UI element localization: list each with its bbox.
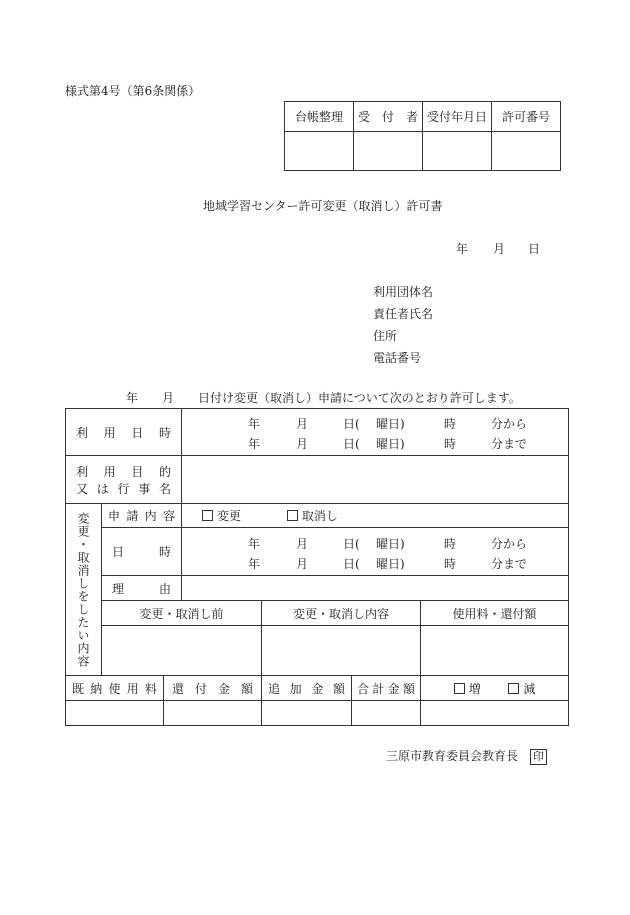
increase-checkbox[interactable]	[454, 683, 465, 694]
paid-fee-label: 既 納 使 用 料	[72, 681, 157, 696]
cancel-checkbox[interactable]	[287, 510, 298, 521]
office-cell-permit-number[interactable]	[492, 132, 561, 171]
permit-detail-table	[65, 408, 569, 726]
purpose-value[interactable]	[182, 456, 569, 504]
col-fee-label: 使用料・還付額	[421, 601, 569, 626]
change-datetime-value[interactable]	[182, 528, 569, 576]
office-header-received-date: 受付年月日	[423, 102, 492, 132]
additional-label-cell	[262, 676, 352, 701]
paid-fee-value[interactable]	[66, 701, 164, 726]
increase-decrease-value[interactable]	[421, 701, 569, 726]
purpose-label-line1: 利 用 目 的	[76, 464, 171, 479]
option-change[interactable]: 変更	[202, 509, 241, 523]
paid-fee-label-cell	[66, 676, 164, 701]
office-header-ledger: 台帳整理	[285, 102, 354, 132]
refund-label: 還 付 金 額	[172, 681, 254, 696]
additional-label: 追 加 金 額	[268, 681, 345, 696]
office-header-receiver: 受 付 者	[354, 102, 423, 132]
date-day: 日	[528, 242, 541, 256]
office-cell-received-date[interactable]	[423, 132, 492, 171]
request-content-label: 申 請 内 容	[108, 509, 175, 523]
intro-year: 年	[126, 391, 139, 405]
use-datetime-until-line: 年 月 日( 曜日) 時 分まで	[248, 437, 528, 451]
option-decrease[interactable]: 減	[508, 682, 535, 696]
applicant-org-label: 利用団体名	[373, 285, 434, 299]
col-before-label: 変更・取消し前	[102, 601, 262, 626]
intro-month: 月	[162, 391, 175, 405]
change-datetime-until-line: 年 月 日( 曜日) 時 分まで	[248, 556, 528, 571]
change-checkbox[interactable]	[202, 510, 213, 521]
applicant-person-label: 責任者氏名	[373, 307, 434, 321]
applicant-phone-label: 電話番号	[373, 351, 422, 365]
form-number: 様式第4号（第6条関係）	[65, 84, 201, 98]
office-use-table	[284, 101, 561, 171]
purpose-label-cell	[66, 456, 182, 504]
purpose-label-line2: 又 は 行 事 名	[76, 481, 172, 496]
use-datetime-label: 利 用 日 時	[76, 425, 171, 440]
change-section-label: 変更・取消しをしたい内容	[66, 504, 102, 676]
option-cancel[interactable]: 取消し	[287, 509, 338, 523]
office-cell-receiver[interactable]	[354, 132, 423, 171]
date-month: 月	[493, 242, 506, 256]
datetime-label-cell	[102, 528, 182, 576]
total-label: 合 計 金 額	[357, 681, 416, 696]
use-datetime-from-line: 年 月 日( 曜日) 時 分から	[248, 417, 528, 431]
content-value[interactable]	[262, 626, 421, 676]
before-value[interactable]	[102, 626, 262, 676]
total-value[interactable]	[352, 701, 421, 726]
change-datetime-from-line: 年 月 日( 曜日) 時 分から	[248, 536, 528, 551]
reason-label: 理 由	[112, 581, 172, 596]
reason-label-cell	[102, 576, 182, 601]
issuer-line	[386, 747, 547, 765]
reason-value[interactable]	[182, 576, 569, 601]
datetime-label: 日 時	[112, 545, 172, 559]
applicant-address-label: 住所	[373, 329, 398, 343]
request-content-value	[182, 504, 569, 528]
refund-value[interactable]	[164, 701, 262, 726]
col-content-label: 変更・取消し内容	[262, 601, 421, 626]
issuer-name: 三原市教育委員会教育長	[386, 749, 519, 763]
refund-label-cell	[164, 676, 262, 701]
date-year: 年	[456, 242, 469, 256]
document-title: 地域学習センター許可変更（取消し）許可書	[203, 199, 443, 213]
use-datetime-value[interactable]	[182, 409, 569, 456]
fee-value[interactable]	[421, 626, 569, 676]
office-cell-ledger[interactable]	[285, 132, 354, 171]
use-datetime-label-cell	[66, 409, 182, 456]
seal-mark: 印	[530, 749, 547, 765]
decrease-checkbox[interactable]	[508, 683, 519, 694]
office-header-permit-number: 許可番号	[492, 102, 561, 132]
option-increase[interactable]: 増	[454, 682, 481, 696]
increase-decrease-cell	[421, 676, 569, 701]
additional-value[interactable]	[262, 701, 352, 726]
total-label-cell	[352, 676, 421, 701]
request-content-label-cell	[102, 504, 182, 528]
intro-text: 日付け変更（取消し）申請について次のとおり許可します。	[198, 391, 521, 405]
